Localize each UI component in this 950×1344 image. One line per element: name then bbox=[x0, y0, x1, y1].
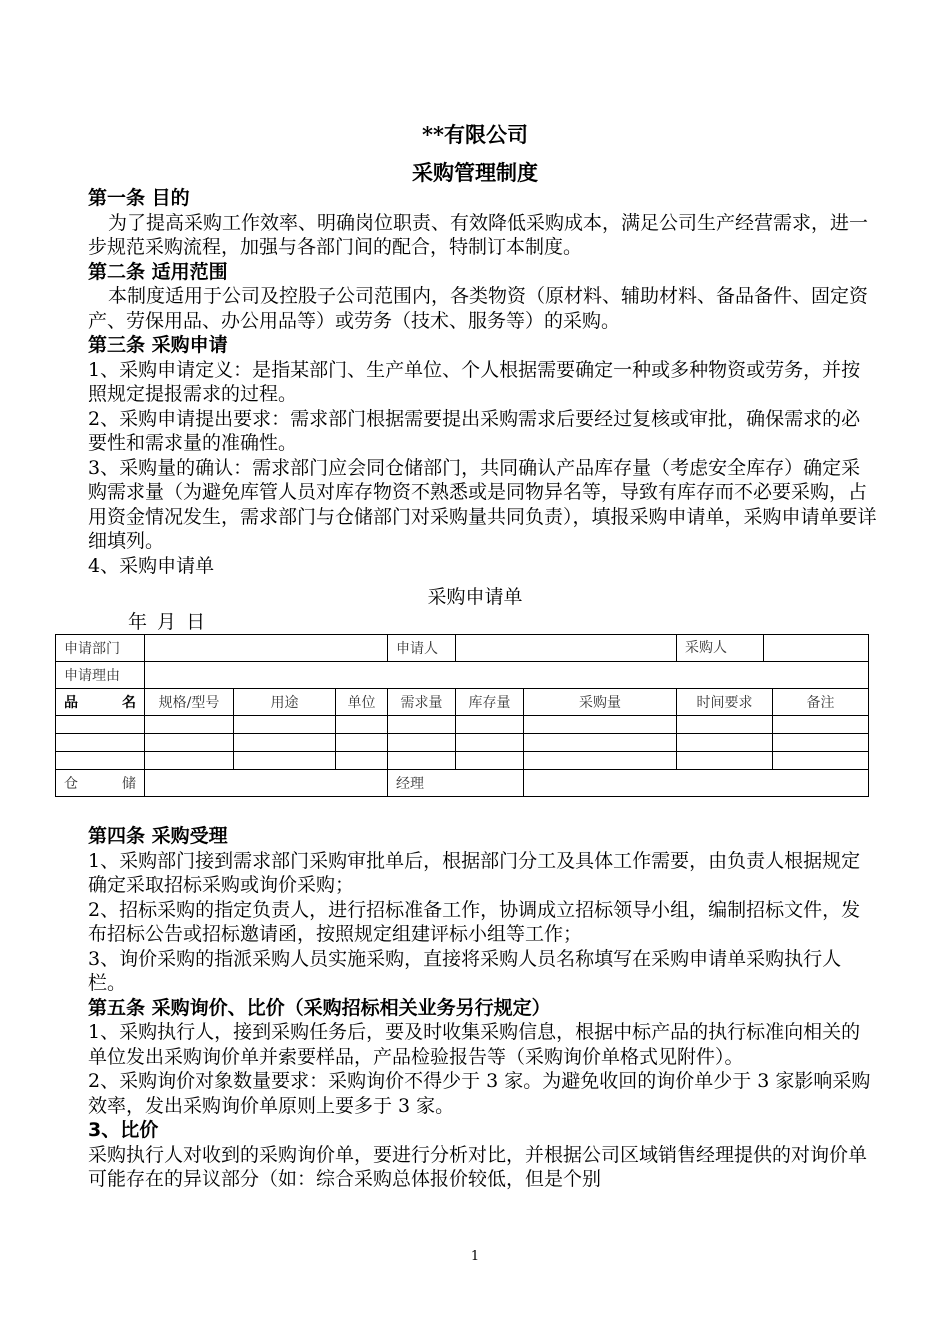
form-title: 采购申请单 bbox=[427, 586, 523, 608]
purchase-request-form bbox=[55, 634, 869, 797]
manager-label: 经理 bbox=[388, 770, 524, 797]
col-header: 采购量 bbox=[524, 689, 677, 716]
table-row bbox=[56, 734, 869, 752]
reason-value[interactable] bbox=[145, 662, 869, 689]
table-row bbox=[56, 752, 869, 770]
buyer-cell bbox=[677, 635, 869, 662]
col-header: 规格/型号 bbox=[145, 689, 234, 716]
section-3-heading: 第三条 采购申请 bbox=[88, 334, 228, 356]
col-header: 需求量 bbox=[388, 689, 456, 716]
col-header: 备注 bbox=[773, 689, 869, 716]
section-1-heading: 第一条 目的 bbox=[88, 187, 190, 209]
manager-value[interactable] bbox=[524, 770, 869, 797]
document-title: 采购管理制度 bbox=[412, 160, 538, 185]
section-5-paragraph: 1、采购执行人，接到采购任务后，要及时收集采购信息，根据中标产品的执行标准向相关的单位发出采购询价单并索要样品，产品检验报告等（采购询价单格式见附件）。 bbox=[88, 1021, 861, 1068]
form-date: 年 月 日 bbox=[128, 611, 206, 633]
section-3-paragraph: 3、采购量的确认：需求部门应会同仓储部门，共同确认产品库存量（考虑安全库存）确定采购需求量（为避免库管人员对库存物资不熟悉或是同物异名等，导致有库存而不必要采购，占用资金情况发生，需求部门与仓储部门对采购量共同负责），填报采购申请单，采购申请单要详细填列。 bbox=[88, 456, 877, 552]
section-5-paragraph: 2、采购询价对象数量要求：采购询价不得少于 3 家。为避免收回的询价单少于 3 家影响采购效率，发出采购询价单原则上要多于 3 家。 bbox=[88, 1070, 871, 1117]
section-3-paragraph: 4、采购申请单 bbox=[88, 554, 215, 577]
section-4-heading: 第四条 采购受理 bbox=[88, 825, 228, 847]
section-1-body: 为了提高采购工作效率、明确岗位职责、有效降低采购成本，满足公司生产经营需求，进一步规范采购流程，加强与各部门间的配合，特制订本制度。 bbox=[88, 211, 869, 258]
dept-label: 申请部门 bbox=[56, 635, 145, 662]
section-4-paragraph: 3、询价采购的指派采购人员实施采购，直接将采购人员名称填写在采购申请单采购执行人栏。 bbox=[88, 947, 842, 994]
section-5-paragraph: 采购执行人对收到的采购询价单，要进行分析对比，并根据公司区域销售经理提供的对询价单可能存在的异议部分（如：综合采购总体报价较低，但是个别 bbox=[88, 1143, 868, 1190]
col-header: 单位 bbox=[336, 689, 388, 716]
section-3-paragraph: 1、采购申请定义：是指某部门、生产单位、个人根据需要确定一种或多种物资或劳务，并按照规定提报需求的过程。 bbox=[88, 358, 861, 405]
dept-value[interactable] bbox=[145, 635, 388, 662]
table-row bbox=[56, 716, 869, 734]
col-header: 库存量 bbox=[456, 689, 524, 716]
col-header: 用途 bbox=[234, 689, 336, 716]
applicant-label: 申请人 bbox=[388, 635, 456, 662]
section-4-paragraph: 2、招标采购的指定负责人，进行招标准备工作，协调成立招标领导小组，编制招标文件，发布招标公告或招标邀请函，按照规定组建评标小组等工作； bbox=[88, 898, 861, 945]
section-3-paragraph: 2、采购申请提出要求：需求部门根据需要提出采购需求后要经过复核或审批，确保需求的必要性和需求量的准确性。 bbox=[88, 407, 861, 454]
content-bottom bbox=[88, 824, 878, 1192]
col-header: 时间要求 bbox=[677, 689, 773, 716]
buyer-value[interactable] bbox=[764, 635, 868, 661]
section-5-subheading: 3、比价 bbox=[88, 1119, 159, 1141]
reason-label: 申请理由 bbox=[56, 662, 145, 689]
applicant-value[interactable] bbox=[456, 635, 677, 662]
content-top bbox=[88, 186, 878, 578]
section-4-paragraph: 1、采购部门接到需求部门采购审批单后，根据部门分工及具体工作需要，由负责人根据规定确定采取招标采购或询价采购； bbox=[88, 849, 861, 896]
buyer-label: 采购人 bbox=[677, 635, 764, 661]
section-2-heading: 第二条 适用范围 bbox=[88, 260, 228, 283]
section-2-body: 本制度适用于公司及控股子公司范围内，各类物资（原材料、辅助材料、备品备件、固定资产、劳保用品、办公用品等）或劳务（技术、服务等）的采购。 bbox=[88, 285, 869, 332]
company-title: **有限公司 bbox=[422, 122, 528, 147]
page-number: 1 bbox=[470, 1249, 480, 1264]
name-header: 品 名 bbox=[56, 689, 145, 716]
storage-value[interactable] bbox=[145, 770, 388, 797]
section-5-heading: 第五条 采购询价、比价（采购招标相关业务另行规定） bbox=[88, 996, 551, 1019]
storage-label: 仓 储 bbox=[56, 770, 145, 797]
